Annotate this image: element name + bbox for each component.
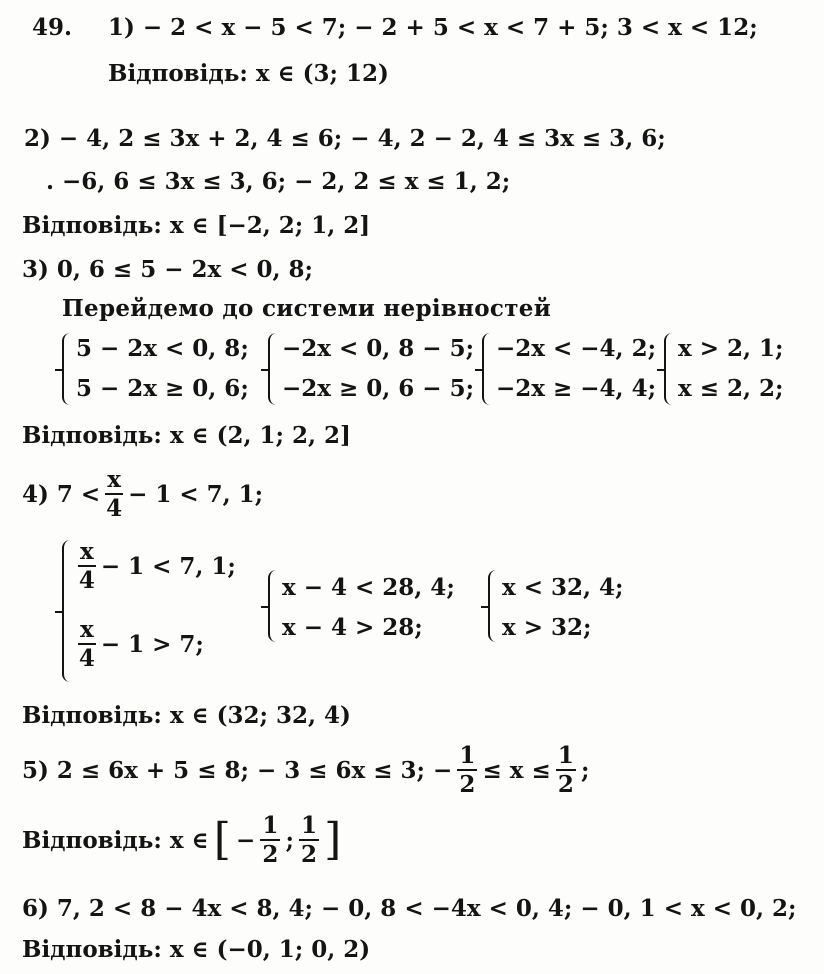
problem-2-line-1: 2) − 4, 2 ≤ 3x + 2, 4 ≤ 6; − 4, 2 − 2, 4 ≤ 3x ≤ 3, 6; xyxy=(24,125,666,152)
system-row: −2x < 0, 8 − 5; xyxy=(282,335,475,362)
system-3d xyxy=(664,333,794,405)
problem-6-answer: Відповідь: x ∈ (−0, 1; 0, 2) xyxy=(22,936,371,963)
fraction: $\frac{x}{4}$ xyxy=(78,616,95,672)
system-3a xyxy=(62,333,272,405)
problem-4-line-1 xyxy=(22,468,263,520)
fraction: $\frac{1}{2}$ xyxy=(262,812,279,868)
system-4b xyxy=(268,570,468,642)
problem-3-answer: Відповідь: x ∈ (2, 1; 2, 2] xyxy=(22,422,351,449)
system-row: x ≤ 2, 2; xyxy=(678,375,784,402)
system-3c xyxy=(482,333,657,405)
system-4a xyxy=(62,540,262,682)
fraction: $\frac{1}{2}$ xyxy=(301,812,318,868)
p5-text: 5) 2 ≤ 6x + 5 ≤ 8; − 3 ≤ 6x ≤ 3; − xyxy=(22,756,453,784)
system-row: 5 − 2x < 0, 8; xyxy=(76,335,249,362)
p4-label: 4) 7 < xyxy=(22,480,101,508)
problem-number: 49. xyxy=(32,14,73,41)
system-row: −2x < −4, 2; xyxy=(496,335,657,362)
row-text: − 1 > 7; xyxy=(100,630,204,658)
problem-1-expression: 1) − 2 < x − 5 < 7; − 2 + 5 < x < 7 + 5; 3 < x < 12; xyxy=(108,14,758,41)
problem-1-answer: Відповідь: x ∈ (3; 12) xyxy=(108,60,389,87)
p4-rest: − 1 < 7, 1; xyxy=(128,480,264,508)
system-row xyxy=(78,618,204,670)
denominator: 4 xyxy=(106,495,123,522)
system-row: x < 32, 4; xyxy=(502,574,624,601)
system-row: x − 4 > 28; xyxy=(282,614,423,641)
row-text: − 1 < 7, 1; xyxy=(100,552,236,580)
system-row: −2x ≥ 0, 6 − 5; xyxy=(282,375,475,402)
problem-6-line-1: 6) 7, 2 < 8 − 4x < 8, 4; − 0, 8 < −4x < 0, 4; − 0, 1 < x < 0, 2; xyxy=(22,895,797,922)
problem-2-line-2: . −6, 6 ≤ 3x ≤ 3, 6; − 2, 2 ≤ x ≤ 1, 2; xyxy=(46,168,511,195)
system-row: −2x ≥ −4, 4; xyxy=(496,375,657,402)
system-row: x − 4 < 28, 4; xyxy=(282,574,455,601)
system-row: 5 − 2x ≥ 0, 6; xyxy=(76,375,249,402)
fraction: $\frac{1}{2}$ xyxy=(557,742,574,798)
problem-5-line-1 xyxy=(22,744,590,796)
problem-2-answer: Відповідь: x ∈ [−2, 2; 1, 2] xyxy=(22,212,371,239)
system-row xyxy=(78,540,236,592)
problem-3-line-1: 3) 0, 6 ≤ 5 − 2x < 0, 8; xyxy=(22,256,314,283)
system-4c xyxy=(488,570,638,642)
problem-4-answer: Відповідь: x ∈ (32; 32, 4) xyxy=(22,702,351,729)
fraction: $\frac{1}{2}$ xyxy=(459,742,476,798)
p5-mid: ≤ x ≤ xyxy=(482,756,551,784)
fraction: $\frac{x}{4}$ xyxy=(78,538,95,594)
answer-sep: ; xyxy=(285,826,294,854)
problem-5-answer: Відповідь: x ∈ [ − $\frac{1}{2}$ ; $\frac{1}{2}$ ] xyxy=(22,812,342,868)
answer-label: Відповідь: x ∈ xyxy=(22,826,209,854)
fraction xyxy=(105,468,123,520)
system-row: x > 2, 1; xyxy=(678,335,784,362)
system-row: x > 32; xyxy=(502,614,592,641)
p5-end: ; xyxy=(581,756,590,784)
system-3b xyxy=(268,333,478,405)
numerator: x xyxy=(107,466,121,493)
problem-3-note: Перейдемо до системи нерівностей xyxy=(62,295,552,322)
